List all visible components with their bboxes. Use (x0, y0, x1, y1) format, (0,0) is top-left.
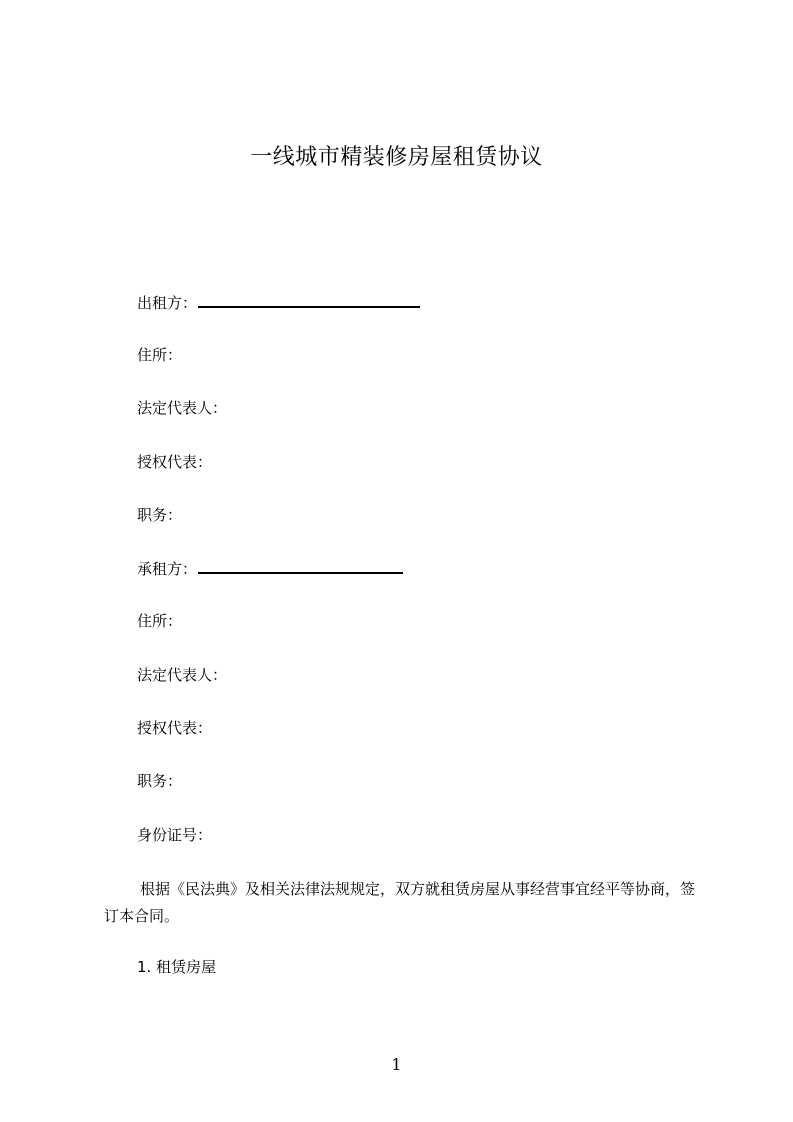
lessee-field (137, 558, 403, 579)
lessee-position-label: 职务： (137, 772, 183, 790)
lessee-id-label: 身份证号： (137, 826, 213, 844)
lessor-authorized-rep-label: 授权代表： (137, 453, 213, 471)
intro-paragraph (104, 876, 704, 930)
document-title: 一线城市精装修房屋租赁协议 (250, 145, 543, 170)
lessor-label: 出租方： (137, 294, 198, 312)
lessor-field (137, 292, 420, 313)
lessee-address-label: 住所： (137, 612, 183, 630)
intro-paragraph-text: 根据《民法典》及相关法律法规规定，双方就租赁房屋从事经营事宜经平等协商，签订本合同。 (104, 880, 696, 925)
lessee-legal-rep-label: 法定代表人： (137, 666, 228, 684)
lessor-name-blank (198, 292, 420, 308)
page-number: 1 (391, 1055, 402, 1074)
lessee-authorized-rep-label: 授权代表： (137, 719, 213, 737)
lessor-position-label: 职务： (137, 506, 183, 524)
lessee-label: 承租方： (137, 560, 198, 578)
section-heading-1: 1. 租赁房屋 (137, 958, 217, 976)
lessor-legal-rep-label: 法定代表人： (137, 399, 228, 417)
lessor-address-label: 住所： (137, 346, 183, 364)
lessee-name-blank (198, 558, 403, 574)
